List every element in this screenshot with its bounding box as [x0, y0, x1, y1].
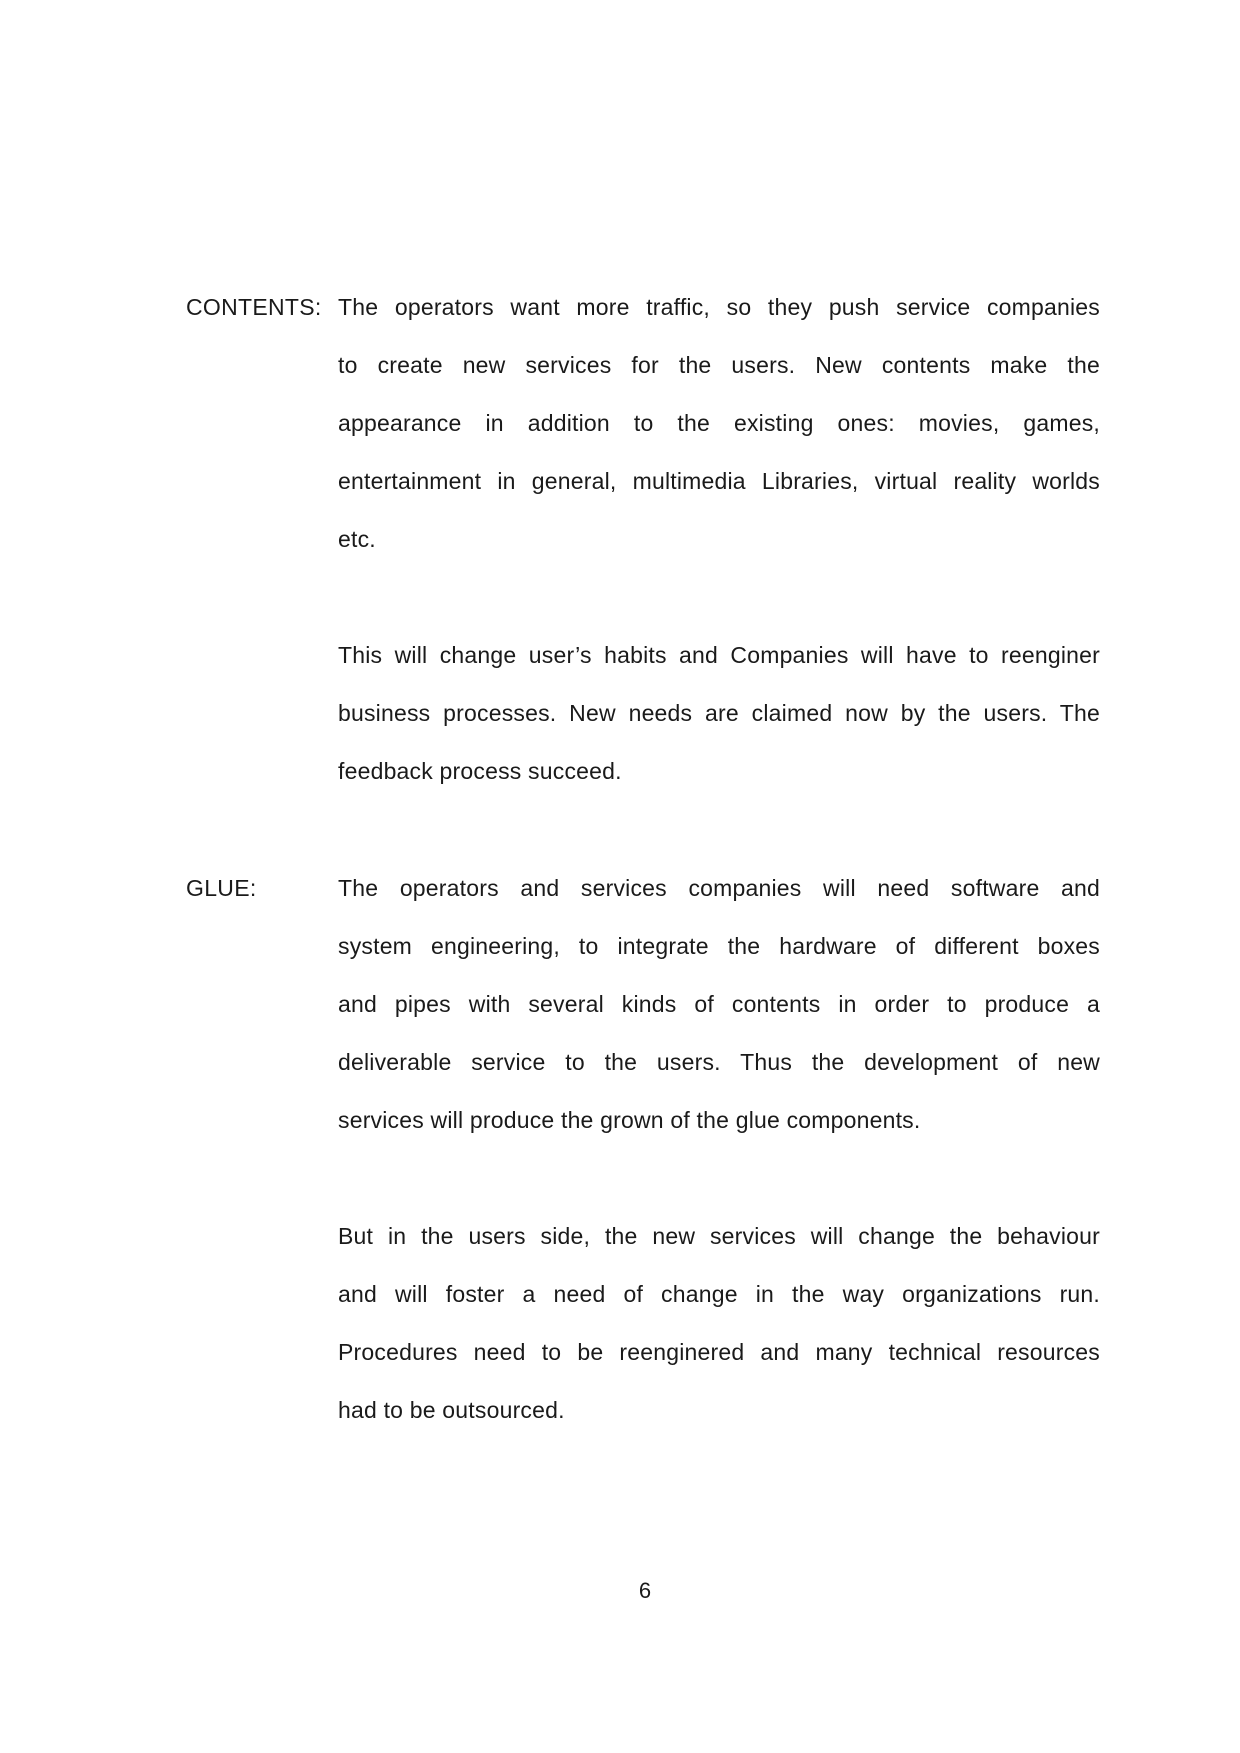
- text-line: The operators want more traffic, so they push service companies: [338, 294, 1100, 320]
- text-line: This will change user’s habits and Companies will have to reenginer: [338, 642, 1100, 668]
- contents-paragraph-2: [338, 626, 1100, 800]
- text-line: and will foster a need of change in the way organizations run.: [338, 1281, 1100, 1307]
- text-line: and pipes with several kinds of contents in order to produce a: [338, 991, 1100, 1017]
- text-line: entertainment in general, multimedia Libraries, virtual reality worlds: [338, 468, 1100, 494]
- text-line: feedback process succeed.: [338, 758, 622, 784]
- text-line: Procedures need to be reenginered and many technical resources: [338, 1339, 1100, 1365]
- text-line: But in the users side, the new services will change the behaviour: [338, 1223, 1100, 1249]
- glue-paragraph-2: [338, 1207, 1100, 1439]
- text-line: had to be outsourced.: [338, 1397, 565, 1423]
- text-line: services will produce the grown of the glue components.: [338, 1107, 921, 1133]
- section-label-contents: CONTENTS:: [186, 294, 322, 320]
- text-line: etc.: [338, 526, 376, 552]
- text-line: system engineering, to integrate the hardware of different boxes: [338, 933, 1100, 959]
- text-line: The operators and services companies will need software and: [338, 875, 1100, 901]
- text-line: appearance in addition to the existing ones: movies, games,: [338, 410, 1100, 436]
- text-line: to create new services for the users. New contents make the: [338, 352, 1100, 378]
- section-label-glue: GLUE:: [186, 875, 257, 901]
- page-number: 6: [638, 1578, 652, 1603]
- contents-paragraph-1: [338, 278, 1100, 568]
- text-line: business processes. New needs are claimed now by the users. The: [338, 700, 1100, 726]
- glue-paragraph-1: [338, 859, 1100, 1149]
- text-line: deliverable service to the users. Thus the development of new: [338, 1049, 1100, 1075]
